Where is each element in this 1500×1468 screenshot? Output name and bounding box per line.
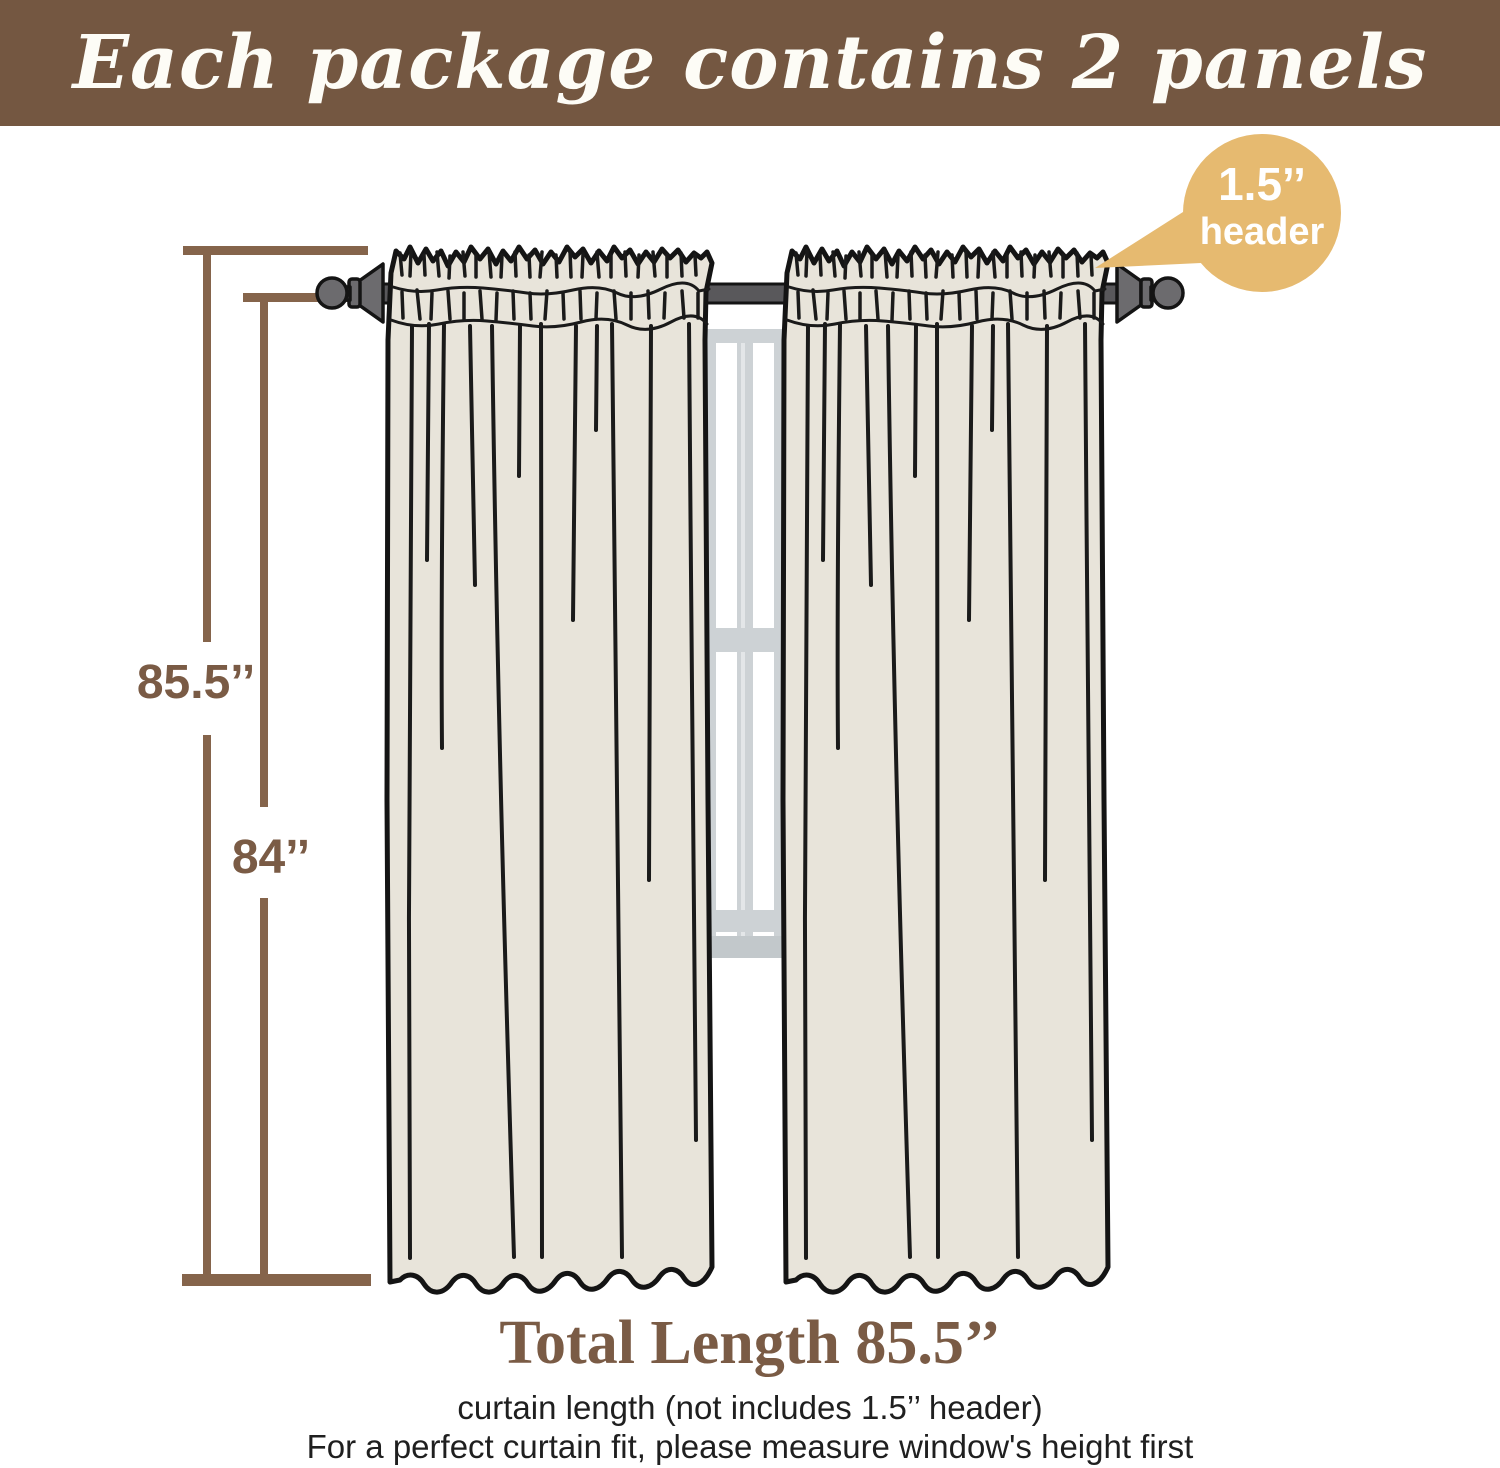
rod-finial-right — [1117, 264, 1183, 322]
callout-label — [1183, 158, 1341, 254]
measure-line-outer-lower — [203, 735, 211, 1282]
curtain-panel — [387, 247, 712, 1292]
banner-title: Each package contains 2 panels — [72, 20, 1428, 106]
finial-ball-left — [317, 278, 347, 308]
rod-finial-left — [317, 264, 383, 322]
finial-cone-right — [1117, 264, 1141, 322]
finial-ball-right — [1153, 278, 1183, 308]
window — [698, 329, 792, 958]
measure-cap-bottom — [182, 1274, 371, 1286]
callout-size-text: 1.5’’ — [1218, 158, 1306, 210]
window-sill — [698, 936, 792, 958]
measure-label-total-height: 85.5’’ — [136, 656, 256, 709]
finial-cone-left — [359, 264, 383, 322]
footer-note: For a perfect curtain fit, please measure window's height first — [306, 1428, 1194, 1465]
window-mid-rail — [703, 628, 787, 652]
measurement-lines — [182, 246, 371, 1286]
measure-label-curtain-length: 84’’ — [231, 831, 311, 884]
curtain-body — [387, 247, 712, 1292]
footer-subtitle: curtain length (not includes 1.5’’ header) — [457, 1389, 1043, 1426]
measure-line-inner-lower — [260, 898, 268, 1282]
footer-title: Total Length 85.5’’ — [499, 1309, 1001, 1377]
measure-line-inner-upper — [260, 293, 268, 807]
curtain-panel-right — [783, 247, 1108, 1292]
callout-header-text: header — [1199, 211, 1325, 253]
window-bottom-rail — [703, 910, 787, 932]
measure-line-outer-upper — [203, 246, 211, 642]
